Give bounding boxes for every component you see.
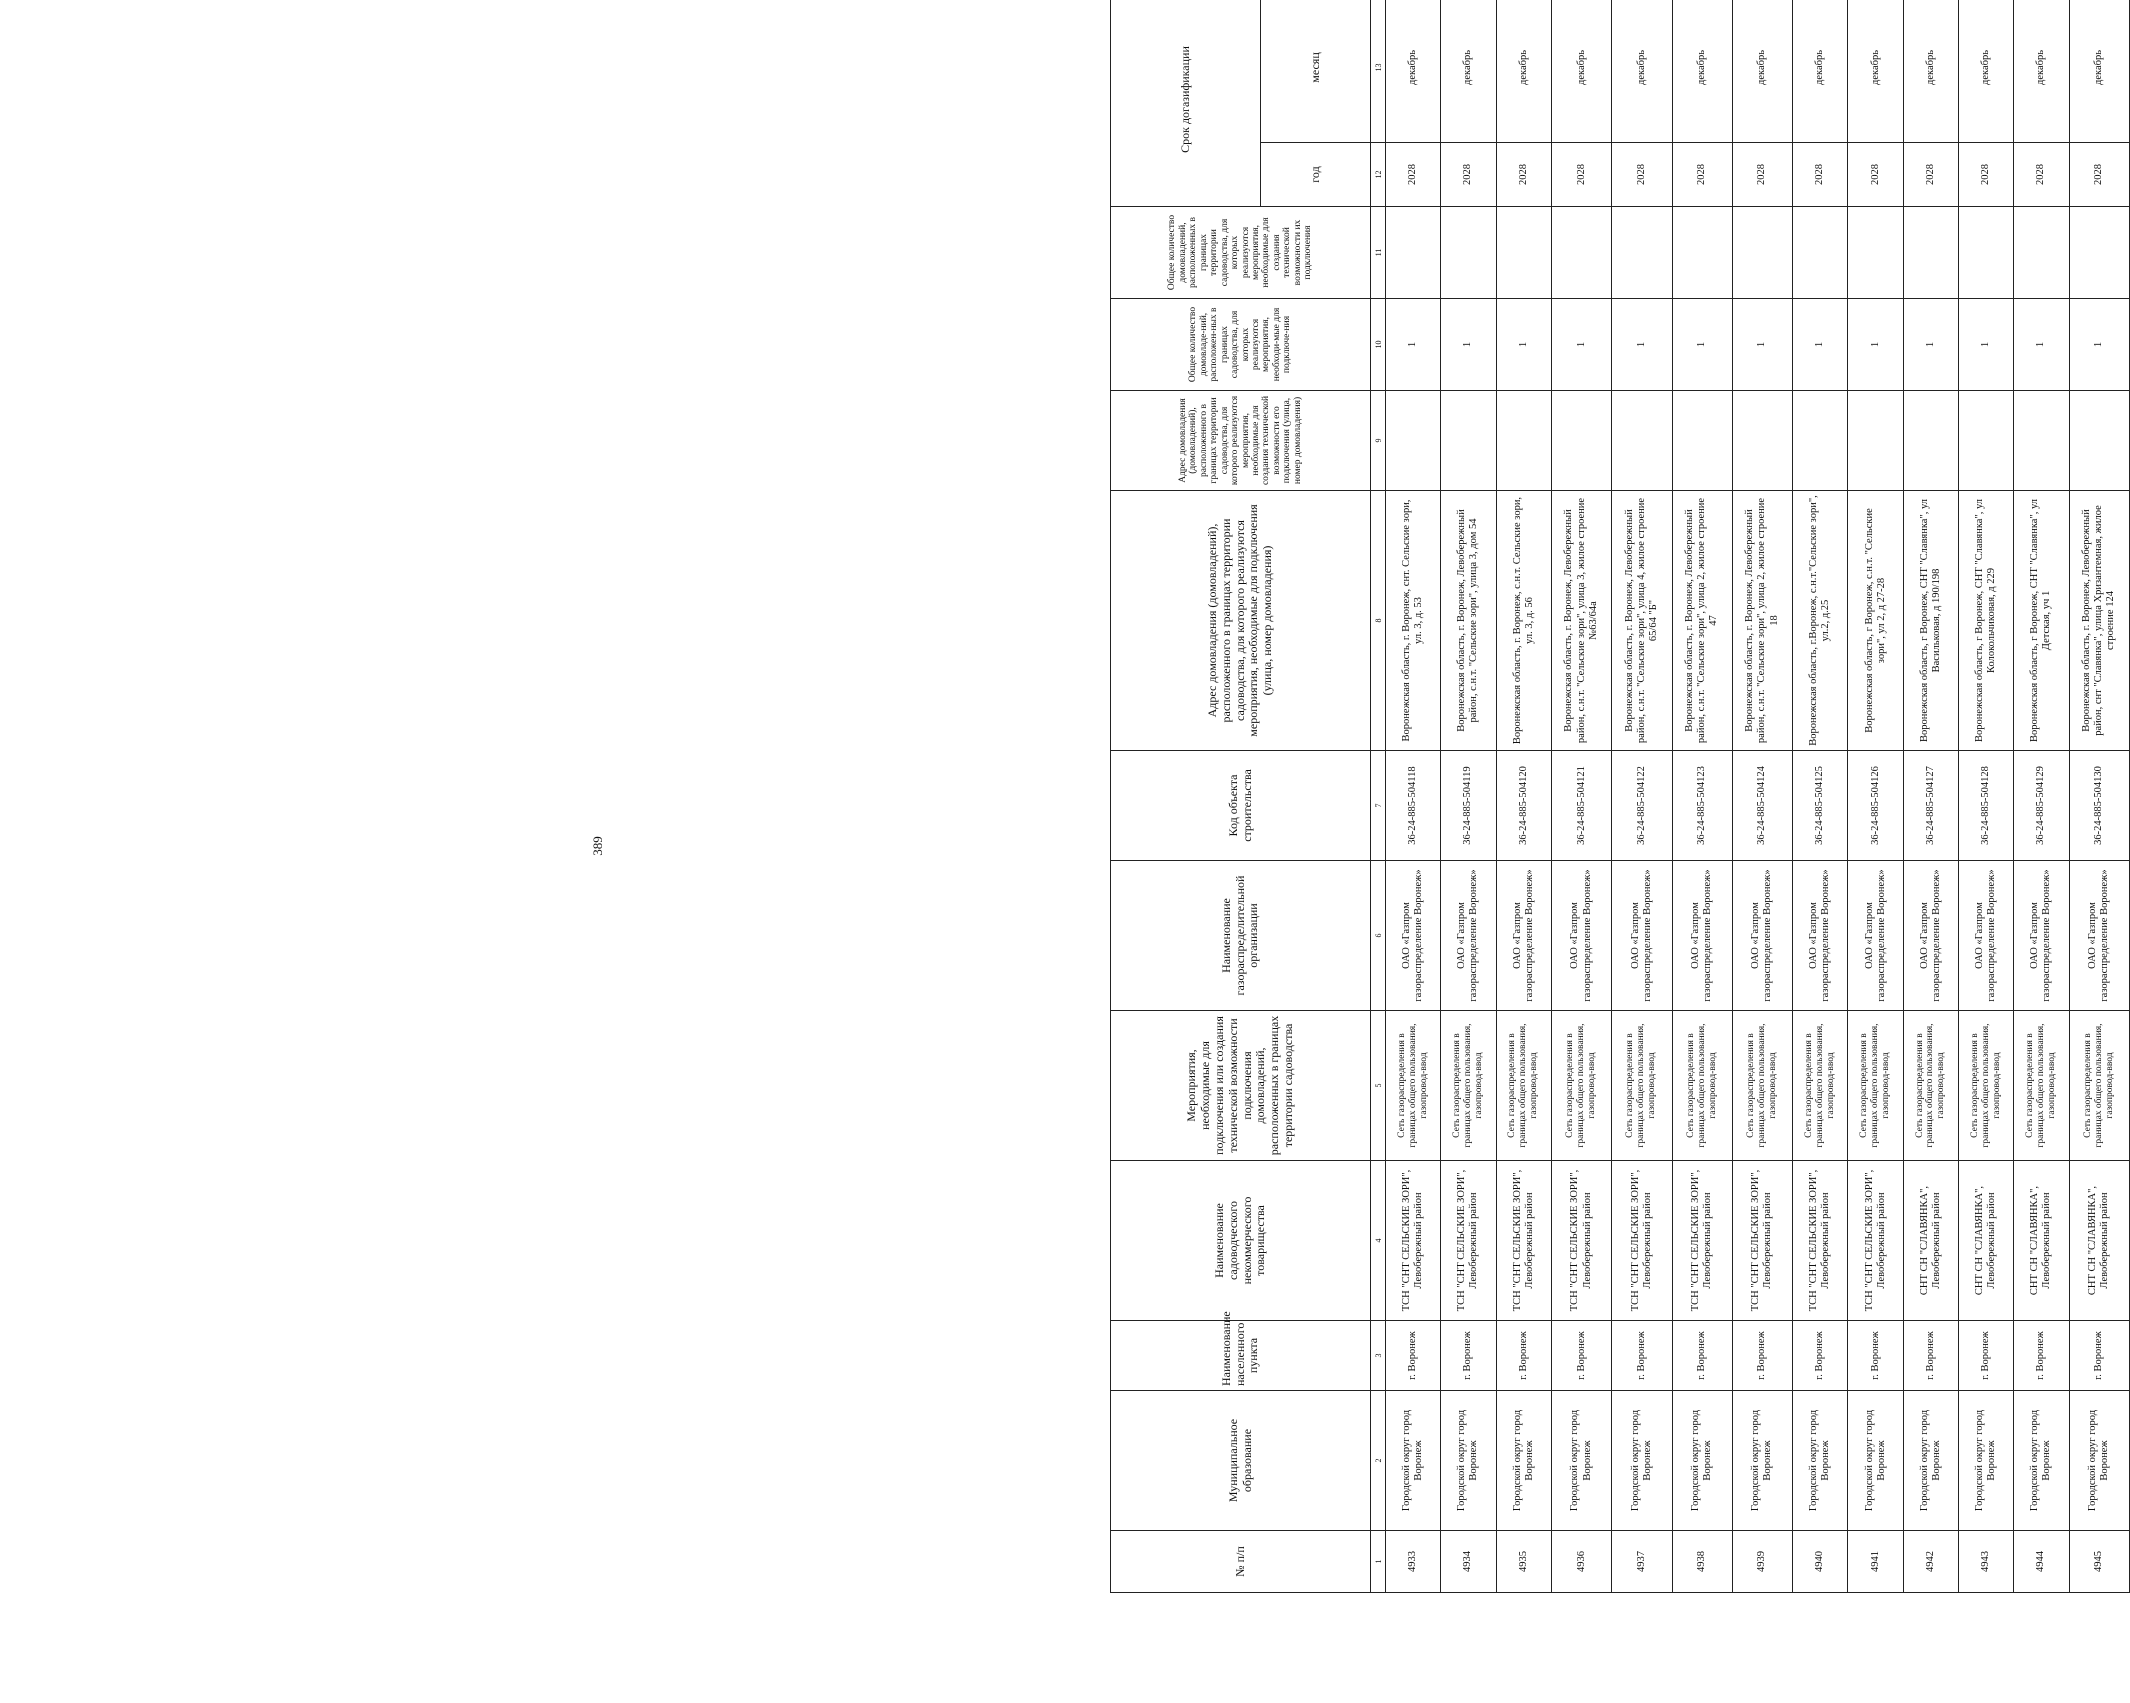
cell-count-conn: 1 (1732, 299, 1792, 391)
cell-count-tech (1848, 207, 1903, 299)
cell-num: 4940 (1793, 1531, 1848, 1593)
column-number: 1 (1371, 1531, 1386, 1593)
cell-partnership: СНТ СН "СЛАВЯНКА", Левобережный район (1959, 1161, 2014, 1321)
cell-municipality: Городской округ город Воронеж (1612, 1391, 1672, 1531)
column-number-row (1371, 0, 1386, 1593)
cell-year: 2028 (1848, 143, 1903, 207)
header-measures: Мероприятия, необходимые для подключения или создания технической возможности подключения домовладений, расположенных в границах территории садоводства (1111, 1011, 1371, 1161)
header-address-tech: Адрес домовладения (домовладений), расположенного в границах территории садоводства, для которого реализуются мероприятия, необходимые для создания технической возможности его подключения (улица, номер домовладения) (1111, 391, 1371, 491)
cell-partnership: ТСН "СНТ СЕЛЬСКИЕ ЗОРИ", Левобережный район (1848, 1161, 1903, 1321)
cell-org: ОАО «Газпром газораспределение Воронеж» (1386, 861, 1441, 1011)
cell-partnership: ТСН "СНТ СЕЛЬСКИЕ ЗОРИ", Левобережный район (1441, 1161, 1496, 1321)
cell-address: Воронежская область, г Воронеж, СНТ "Славянка", ул Детская, уч 1 (2014, 491, 2069, 751)
cell-settlement: г. Воронеж (1441, 1321, 1496, 1391)
cell-num: 4945 (2069, 1531, 2129, 1593)
table-row (1496, 0, 1551, 1593)
cell-measures: Сеть газораспределения в границах общего пользования, газопровод-ввод (1386, 1011, 1441, 1161)
cell-municipality: Городской округ город Воронеж (1959, 1391, 2014, 1531)
cell-address-tech (1551, 391, 1611, 491)
header-municipality: Муниципальное образование (1111, 1391, 1371, 1531)
cell-org: ОАО «Газпром газораспределение Воронеж» (1903, 861, 1958, 1011)
column-number: 4 (1371, 1161, 1386, 1321)
cell-count-conn: 1 (1612, 299, 1672, 391)
cell-org: ОАО «Газпром газораспределение Воронеж» (1848, 861, 1903, 1011)
cell-count-tech (1551, 207, 1611, 299)
table-row (1672, 0, 1732, 1593)
cell-measures: Сеть газораспределения в границах общего пользования, газопровод-ввод (1441, 1011, 1496, 1161)
cell-municipality: Городской округ город Воронеж (1848, 1391, 1903, 1531)
cell-settlement: г. Воронеж (2069, 1321, 2129, 1391)
table-body (1386, 0, 2130, 1593)
cell-measures: Сеть газораспределения в границах общего пользования, газопровод-ввод (1672, 1011, 1732, 1161)
cell-settlement: г. Воронеж (1612, 1321, 1672, 1391)
cell-address-tech (1496, 391, 1551, 491)
cell-code: 36-24-885-504118 (1386, 751, 1441, 861)
cell-address: Воронежская область, г Воронеж, СНТ "Славянка", ул Васильковая, д 190/198 (1903, 491, 1958, 751)
table-row (2069, 0, 2129, 1593)
cell-month: декабрь (2014, 0, 2069, 143)
cell-month: декабрь (1441, 0, 1496, 143)
cell-year: 2028 (1496, 143, 1551, 207)
table-row (1959, 0, 2014, 1593)
cell-address: Воронежская область, г. Воронеж, Левобережный район, с.н.т. "Сельские зори", улица 2, жилое строение 47 (1672, 491, 1732, 751)
cell-address-tech (1959, 391, 2014, 491)
cell-code: 36-24-885-504123 (1672, 751, 1732, 861)
cell-num: 4936 (1551, 1531, 1611, 1593)
cell-settlement: г. Воронеж (1959, 1321, 2014, 1391)
table-row (1903, 0, 1958, 1593)
cell-num: 4939 (1732, 1531, 1792, 1593)
column-number: 6 (1371, 861, 1386, 1011)
cell-count-conn: 1 (1672, 299, 1732, 391)
cell-count-tech (1959, 207, 2014, 299)
header-partnership: Наименование садоводческого некоммерческого товарищества (1111, 1161, 1371, 1321)
cell-address-tech (1848, 391, 1903, 491)
header-deadline: Срок догазификации (1111, 0, 1261, 207)
cell-address-tech (1441, 391, 1496, 491)
cell-count-conn: 1 (2014, 299, 2069, 391)
cell-settlement: г. Воронеж (2014, 1321, 2069, 1391)
cell-num: 4938 (1672, 1531, 1732, 1593)
cell-count-tech (1732, 207, 1792, 299)
header-code: Код объекта строительства (1111, 751, 1371, 861)
cell-address: Воронежская область, г Воронеж, СНТ "Славянка", ул Колокольчиковая, д 229 (1959, 491, 2014, 751)
table-row (1441, 0, 1496, 1593)
cell-address-tech (1672, 391, 1732, 491)
page-number: 389 (589, 836, 605, 856)
cell-municipality: Городской округ город Воронеж (2014, 1391, 2069, 1531)
cell-org: ОАО «Газпром газораспределение Воронеж» (1732, 861, 1792, 1011)
cell-partnership: ТСН "СНТ СЕЛЬСКИЕ ЗОРИ", Левобережный район (1386, 1161, 1441, 1321)
cell-address: Воронежская область, г. Воронеж, снт. Сельские зори, ул. 3, д. 53 (1386, 491, 1441, 751)
cell-settlement: г. Воронеж (1848, 1321, 1903, 1391)
table-row (1551, 0, 1611, 1593)
table-row (1793, 0, 1848, 1593)
column-number: 8 (1371, 491, 1386, 751)
column-number: 10 (1371, 299, 1386, 391)
table-row (2014, 0, 2069, 1593)
cell-month: декабрь (1612, 0, 1672, 143)
cell-month: декабрь (1959, 0, 2014, 143)
cell-address-tech (1903, 391, 1958, 491)
cell-address: Воронежская область, г. Воронеж, Левобережный район, снт "Славянка", улица Хризантемная, жилое строение 124 (2069, 491, 2129, 751)
cell-settlement: г. Воронеж (1551, 1321, 1611, 1391)
cell-year: 2028 (1793, 143, 1848, 207)
cell-count-conn: 1 (1386, 299, 1441, 391)
cell-num: 4937 (1612, 1531, 1672, 1593)
cell-code: 36-24-885-504122 (1612, 751, 1672, 861)
cell-count-tech (1903, 207, 1958, 299)
cell-code: 36-24-885-504124 (1732, 751, 1792, 861)
cell-partnership: ТСН "СНТ СЕЛЬСКИЕ ЗОРИ", Левобережный район (1793, 1161, 1848, 1321)
cell-code: 36-24-885-504128 (1959, 751, 2014, 861)
cell-settlement: г. Воронеж (1496, 1321, 1551, 1391)
cell-num: 4943 (1959, 1531, 2014, 1593)
cell-count-conn: 1 (1441, 299, 1496, 391)
cell-municipality: Городской округ город Воронеж (1496, 1391, 1551, 1531)
cell-month: декабрь (1551, 0, 1611, 143)
cell-address-tech (1612, 391, 1672, 491)
cell-count-conn: 1 (1496, 299, 1551, 391)
cell-address: Воронежская область, г. Воронеж, Левобережный район, с.н.т. "Сельские зори", улица 2, жилое строение 18 (1732, 491, 1792, 751)
header-year: год (1261, 143, 1371, 207)
cell-org: ОАО «Газпром газораспределение Воронеж» (1496, 861, 1551, 1011)
cell-count-conn: 1 (2069, 299, 2129, 391)
cell-count-conn: 1 (1551, 299, 1611, 391)
cell-address: Воронежская область, г.Воронеж, с.н.т."Сельские зори", ул.2, д.25 (1793, 491, 1848, 751)
cell-measures: Сеть газораспределения в границах общего пользования, газопровод-ввод (1732, 1011, 1792, 1161)
cell-org: ОАО «Газпром газораспределение Воронеж» (1612, 861, 1672, 1011)
cell-address: Воронежская область, г Воронеж, с.н.т. "Сельские зори", ул 2, д 27-28 (1848, 491, 1903, 751)
cell-year: 2028 (1441, 143, 1496, 207)
cell-measures: Сеть газораспределения в границах общего пользования, газопровод-ввод (1848, 1011, 1903, 1161)
column-number: 11 (1371, 207, 1386, 299)
column-number: 3 (1371, 1321, 1386, 1391)
cell-measures: Сеть газораспределения в границах общего пользования, газопровод-ввод (2014, 1011, 2069, 1161)
cell-code: 36-24-885-504119 (1441, 751, 1496, 861)
cell-count-tech (2069, 207, 2129, 299)
cell-address-tech (1793, 391, 1848, 491)
cell-measures: Сеть газораспределения в границах общего пользования, газопровод-ввод (1496, 1011, 1551, 1161)
cell-partnership: СНТ СН "СЛАВЯНКА", Левобережный район (1903, 1161, 1958, 1321)
header-count-tech: Общее количество домовладений, расположенных в границах территории садоводства, для которых реализуются мероприятия, необходимые для создания технической возможности их подключения (1111, 207, 1371, 299)
column-number: 2 (1371, 1391, 1386, 1531)
cell-measures: Сеть газораспределения в границах общего пользования, газопровод-ввод (1551, 1011, 1611, 1161)
cell-year: 2028 (2069, 143, 2129, 207)
header-org: Наименование газораспределительной организации (1111, 861, 1371, 1011)
cell-num: 4933 (1386, 1531, 1441, 1593)
header-row (1111, 0, 1261, 1593)
column-number: 13 (1371, 0, 1386, 143)
cell-code: 36-24-885-504120 (1496, 751, 1551, 861)
cell-count-conn: 1 (1848, 299, 1903, 391)
cell-month: декабрь (1732, 0, 1792, 143)
cell-code: 36-24-885-504129 (2014, 751, 2069, 861)
cell-count-tech (1496, 207, 1551, 299)
cell-month: декабрь (1848, 0, 1903, 143)
rotated-table-wrapper (1110, 0, 2130, 1593)
cell-num: 4942 (1903, 1531, 1958, 1593)
cell-measures: Сеть газораспределения в границах общего пользования, газопровод-ввод (1793, 1011, 1848, 1161)
cell-count-conn: 1 (1959, 299, 2014, 391)
cell-address-tech (2014, 391, 2069, 491)
cell-municipality: Городской округ город Воронеж (1793, 1391, 1848, 1531)
cell-address-tech (1732, 391, 1792, 491)
cell-year: 2028 (1612, 143, 1672, 207)
cell-org: ОАО «Газпром газораспределение Воронеж» (2069, 861, 2129, 1011)
table-row (1612, 0, 1672, 1593)
cell-year: 2028 (1959, 143, 2014, 207)
cell-partnership: ТСН "СНТ СЕЛЬСКИЕ ЗОРИ", Левобережный район (1732, 1161, 1792, 1321)
cell-month: декабрь (1496, 0, 1551, 143)
cell-settlement: г. Воронеж (1903, 1321, 1958, 1391)
cell-municipality: Городской округ город Воронеж (1732, 1391, 1792, 1531)
cell-org: ОАО «Газпром газораспределение Воронеж» (1441, 861, 1496, 1011)
cell-org: ОАО «Газпром газораспределение Воронеж» (1672, 861, 1732, 1011)
cell-municipality: Городской округ город Воронеж (1672, 1391, 1732, 1531)
cell-municipality: Городской округ город Воронеж (1551, 1391, 1611, 1531)
cell-year: 2028 (1903, 143, 1958, 207)
cell-count-tech (1441, 207, 1496, 299)
cell-partnership: СНТ СН "СЛАВЯНКА", Левобережный район (2069, 1161, 2129, 1321)
cell-count-conn: 1 (1903, 299, 1958, 391)
cell-org: ОАО «Газпром газораспределение Воронеж» (1551, 861, 1611, 1011)
cell-settlement: г. Воронеж (1672, 1321, 1732, 1391)
cell-partnership: ТСН "СНТ СЕЛЬСКИЕ ЗОРИ", Левобережный район (1612, 1161, 1672, 1321)
cell-org: ОАО «Газпром газораспределение Воронеж» (2014, 861, 2069, 1011)
column-number: 7 (1371, 751, 1386, 861)
cell-address: Воронежская область, г. Воронеж, Левобережный район, с.н.т. "Сельские зори", улица 3, жилое строение №63/64а (1551, 491, 1611, 751)
cell-month: декабрь (1903, 0, 1958, 143)
table-row (1732, 0, 1792, 1593)
cell-num: 4934 (1441, 1531, 1496, 1593)
cell-municipality: Городской округ город Воронеж (1903, 1391, 1958, 1531)
cell-measures: Сеть газораспределения в границах общего пользования, газопровод-ввод (1612, 1011, 1672, 1161)
header-num: № п/п (1111, 1531, 1371, 1593)
cell-measures: Сеть газораспределения в границах общего пользования, газопровод-ввод (1959, 1011, 2014, 1161)
column-number: 12 (1371, 143, 1386, 207)
gasification-table (1110, 0, 2130, 1593)
cell-measures: Сеть газораспределения в границах общего пользования, газопровод-ввод (2069, 1011, 2129, 1161)
cell-month: декабрь (1793, 0, 1848, 143)
cell-count-tech (1793, 207, 1848, 299)
header-address: Адрес домовладения (домовладений), расположенного в границах территории садоводства, для которого реализуются мероприятия, необходимые для подключения (улица, номер домовладения) (1111, 491, 1371, 751)
cell-num: 4935 (1496, 1531, 1551, 1593)
cell-org: ОАО «Газпром газораспределение Воронеж» (1793, 861, 1848, 1011)
column-number: 9 (1371, 391, 1386, 491)
cell-partnership: ТСН "СНТ СЕЛЬСКИЕ ЗОРИ", Левобережный район (1496, 1161, 1551, 1321)
cell-code: 36-24-885-504121 (1551, 751, 1611, 861)
cell-address: Воронежская область, г. Воронеж, с.н.т. Сельские зори, ул. 3, д. 56 (1496, 491, 1551, 751)
cell-code: 36-24-885-504127 (1903, 751, 1958, 861)
cell-year: 2028 (1732, 143, 1792, 207)
cell-year: 2028 (1551, 143, 1611, 207)
cell-code: 36-24-885-504126 (1848, 751, 1903, 861)
cell-num: 4941 (1848, 1531, 1903, 1593)
cell-settlement: г. Воронеж (1793, 1321, 1848, 1391)
cell-month: декабрь (1386, 0, 1441, 143)
cell-month: декабрь (1672, 0, 1732, 143)
column-number: 5 (1371, 1011, 1386, 1161)
cell-count-tech (2014, 207, 2069, 299)
cell-num: 4944 (2014, 1531, 2069, 1593)
cell-municipality: Городской округ город Воронеж (1386, 1391, 1441, 1531)
cell-partnership: ТСН "СНТ СЕЛЬСКИЕ ЗОРИ", Левобережный район (1551, 1161, 1611, 1321)
cell-code: 36-24-885-504130 (2069, 751, 2129, 861)
cell-year: 2028 (2014, 143, 2069, 207)
cell-municipality: Городской округ город Воронеж (2069, 1391, 2129, 1531)
table-row (1386, 0, 1441, 1593)
cell-address-tech (1386, 391, 1441, 491)
cell-measures: Сеть газораспределения в границах общего пользования, газопровод-ввод (1903, 1011, 1958, 1161)
cell-count-conn: 1 (1793, 299, 1848, 391)
cell-municipality: Городской округ город Воронеж (1441, 1391, 1496, 1531)
cell-partnership: ТСН "СНТ СЕЛЬСКИЕ ЗОРИ", Левобережный район (1672, 1161, 1732, 1321)
cell-year: 2028 (1672, 143, 1732, 207)
cell-address: Воронежская область, г. Воронеж, Левобережный район, с.н.т. "Сельские зори", улица 4, жилое строение 65/64 "Б" (1612, 491, 1672, 751)
cell-address: Воронежская область, г. Воронеж, Левобережный район, с.н.т. "Сельские зори", улица 3, дом 54 (1441, 491, 1496, 751)
cell-address-tech (2069, 391, 2129, 491)
header-count-conn: Общее количество домовладе-ний, расположен-ных в границах садоводства, для которых реализуются мероприятия, необходи-мые для подключе-ния (1111, 299, 1371, 391)
cell-count-tech (1612, 207, 1672, 299)
cell-month: декабрь (2069, 0, 2129, 143)
header-settlement: Наименование населенного пункта (1111, 1321, 1371, 1391)
cell-org: ОАО «Газпром газораспределение Воронеж» (1959, 861, 2014, 1011)
cell-settlement: г. Воронеж (1732, 1321, 1792, 1391)
header-month: месяц (1261, 0, 1371, 143)
cell-count-tech (1672, 207, 1732, 299)
cell-code: 36-24-885-504125 (1793, 751, 1848, 861)
cell-count-tech (1386, 207, 1441, 299)
cell-year: 2028 (1386, 143, 1441, 207)
cell-partnership: СНТ СН "СЛАВЯНКА", Левобережный район (2014, 1161, 2069, 1321)
table-row (1848, 0, 1903, 1593)
cell-settlement: г. Воронеж (1386, 1321, 1441, 1391)
